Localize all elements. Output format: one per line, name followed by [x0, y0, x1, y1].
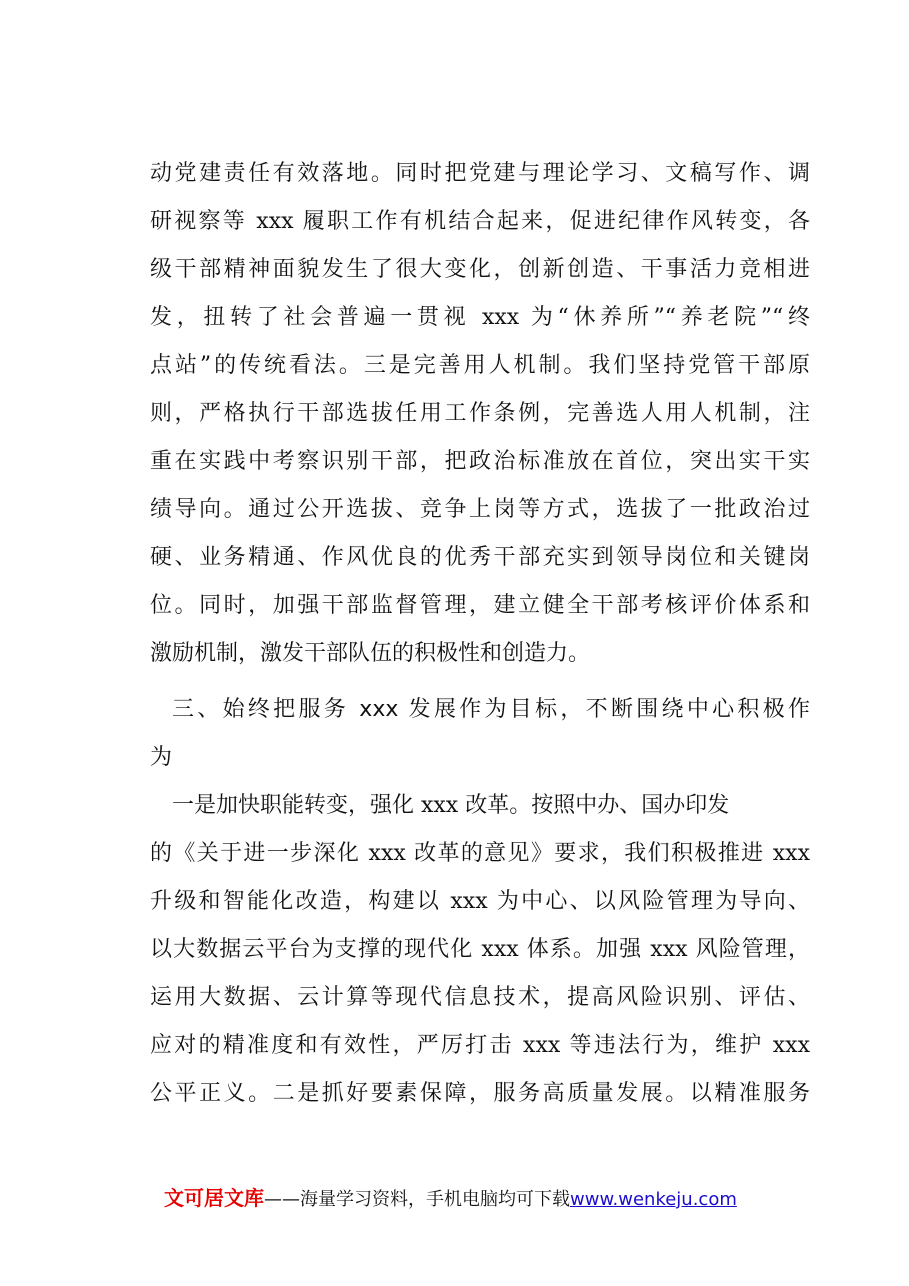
- text-line: 绩导向。通过公开选拔、竞争上岗等方式，选拔了一批政治过: [150, 497, 810, 522]
- text-line: 动党建责任有效落地。同时把党建与理论学习、文稿写作、调: [150, 161, 810, 186]
- text-line: 硬、业务精通、作风优良的优秀干部充实到领导岗位和关键岗: [150, 545, 810, 570]
- text-line: 激励机制，激发干部队伍的积极性和创造力。: [150, 641, 591, 666]
- footer-link[interactable]: www.wenkeju.com: [570, 1189, 737, 1210]
- body-paragraph-2: [150, 782, 810, 1118]
- text-line: 应对的精准度和有效性，严厉打击 xxx 等违法行为，维护 xxx: [150, 1033, 810, 1058]
- text-line: 位。同时，加强干部监督管理，建立健全干部考核评价体系和: [150, 593, 810, 618]
- text-line: 公平正义。二是抓好要素保障，服务高质量发展。以精准服务: [150, 1081, 810, 1106]
- text-line: 一是加快职能转变，强化 xxx 改革。按照中办、国办印发: [172, 793, 730, 818]
- text-line: 研视察等 xxx 履职工作有机结合起来，促进纪律作风转变，各: [150, 209, 810, 234]
- section-heading: [150, 686, 810, 782]
- footer-tagline: ——海量学习资料，手机电脑均可下载: [264, 1189, 570, 1210]
- footer-brand: 文可居文库: [164, 1186, 264, 1210]
- text-line: 点站”的传统看法。三是完善用人机制。我们坚持党管干部原: [150, 353, 810, 378]
- text-line: 重在实践中考察识别干部，把政治标准放在首位，突出实干实: [150, 449, 810, 474]
- heading-line: 三、始终把服务 xxx 发展作为目标，不断围绕中心积极作: [172, 697, 810, 722]
- text-line: 以大数据云平台为支撑的现代化 xxx 体系。加强 xxx 风险管理，: [150, 937, 810, 962]
- text-line: 发，扭转了社会普遍一贯视 xxx 为“休养所”“养老院”“终: [150, 305, 810, 330]
- text-line: 运用大数据、云计算等现代信息技术，提高风险识别、评估、: [150, 985, 810, 1010]
- text-line: 级干部精神面貌发生了很大变化，创新创造、干事活力竞相进: [150, 257, 810, 282]
- text-line: 升级和智能化改造，构建以 xxx 为中心、以风险管理为导向、: [150, 889, 810, 914]
- body-paragraph-1: [150, 150, 810, 678]
- text-line: 的《关于进一步深化 xxx 改革的意见》要求，我们积极推进 xxx: [150, 841, 810, 866]
- page-footer: [164, 1182, 737, 1211]
- heading-line: 为: [150, 745, 173, 770]
- text-line: 则，严格执行干部选拔任用工作条例，完善选人用人机制，注: [150, 401, 810, 426]
